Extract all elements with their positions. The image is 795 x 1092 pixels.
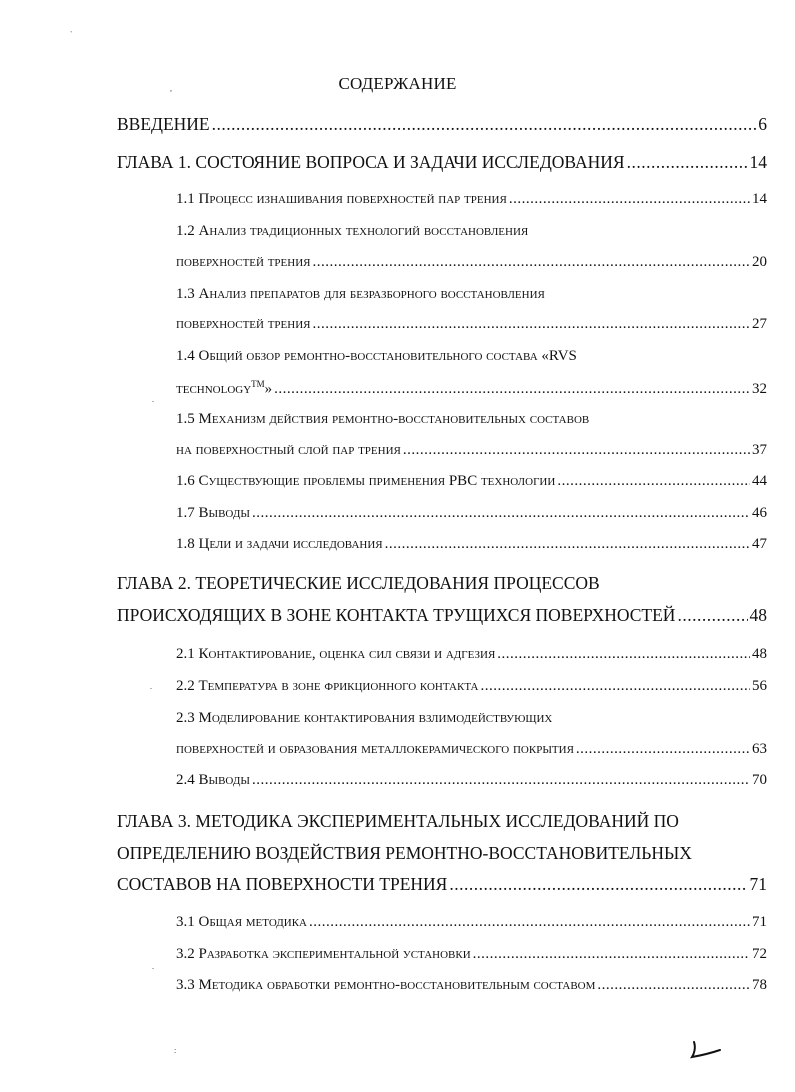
leader-dots bbox=[252, 772, 750, 789]
scan-speck: ` bbox=[70, 30, 73, 39]
toc-entry-1-3-line1: 1.3 Анализ препаратов для безразборного восстановления bbox=[176, 286, 545, 302]
scan-speck: , bbox=[170, 84, 172, 93]
toc-entry-text-main: technology bbox=[176, 381, 252, 397]
toc-entry-text: 2.1 Контактирование, оценка сил связи и адгезия bbox=[176, 646, 496, 662]
toc-entry-text: поверхностей трения bbox=[176, 254, 311, 270]
toc-entry-text: на поверхностный слой пар трения bbox=[176, 442, 401, 458]
leader-dots bbox=[497, 646, 750, 663]
toc-entry-text: ВВЕДЕНИЕ bbox=[117, 114, 210, 134]
toc-page-number: 48 bbox=[749, 605, 767, 625]
toc-page-number: 37 bbox=[752, 442, 767, 458]
toc-page-number: 63 bbox=[752, 741, 767, 757]
toc-entry-chapter-2 bbox=[117, 605, 767, 626]
toc-entry-chapter-1 bbox=[117, 152, 767, 173]
toc-entry-1-3 bbox=[176, 316, 767, 333]
toc-entry-2-2 bbox=[176, 678, 767, 695]
toc-page-number: 27 bbox=[752, 316, 767, 332]
toc-entry-text: СОСТАВОВ НА ПОВЕРХНОСТИ ТРЕНИЯ bbox=[117, 874, 448, 894]
leader-dots bbox=[313, 316, 751, 333]
leader-dots bbox=[557, 473, 750, 490]
toc-entry-text: ГЛАВА 1. СОСТОЯНИЕ ВОПРОСА И ЗАДАЧИ ИССЛЕДОВАНИЯ bbox=[117, 152, 625, 172]
toc-entry-1-5 bbox=[176, 442, 767, 459]
toc-entry-chapter-3-line1: ГЛАВА 3. МЕТОДИКА ЭКСПЕРИМЕНТАЛЬНЫХ ИССЛЕДОВАНИЙ ПО bbox=[117, 811, 679, 831]
toc-entry-intro bbox=[117, 114, 767, 135]
toc-entry-chapter-3 bbox=[117, 874, 767, 895]
toc-page-number: 78 bbox=[752, 977, 767, 993]
toc-entry-2-3-line1: 2.3 Моделирование контактирования взлимодействующих bbox=[176, 710, 553, 726]
toc-entry-1-4 bbox=[176, 379, 767, 398]
toc-entry-text: 3.3 Методика обработки ремонтно-восстановительным составом bbox=[176, 977, 596, 993]
scan-speck: : bbox=[174, 1046, 177, 1055]
leader-dots bbox=[597, 977, 750, 994]
toc-entry-1-6 bbox=[176, 473, 767, 490]
leader-dots bbox=[212, 114, 757, 135]
toc-entry-text: поверхностей и образования металлокерамического покрытия bbox=[176, 741, 574, 757]
leader-dots bbox=[576, 741, 750, 758]
toc-entry-1-2-line1: 1.2 Анализ традиционных технологий восстановления bbox=[176, 223, 529, 239]
toc-page-number: 20 bbox=[752, 254, 767, 270]
toc-entry-text: 3.1 Общая методика bbox=[176, 914, 307, 930]
toc-entry-text: 1.1 Процесс изнашивания поверхностей пар трения bbox=[176, 191, 507, 207]
toc-entry-1-7 bbox=[176, 505, 767, 522]
toc-entry-text bbox=[176, 379, 272, 398]
toc-entry-text: 3.2 Разработка экспериментальной установки bbox=[176, 946, 471, 962]
leader-dots bbox=[403, 442, 750, 459]
toc-entry-text-tail: » bbox=[264, 381, 273, 397]
leader-dots bbox=[309, 914, 750, 931]
leader-dots bbox=[677, 605, 747, 626]
leader-dots bbox=[627, 152, 748, 173]
toc-entry-1-8 bbox=[176, 536, 767, 553]
toc-page-number: 70 bbox=[752, 772, 767, 788]
toc-page-number: 48 bbox=[752, 646, 767, 662]
scan-speck: . bbox=[150, 682, 152, 691]
toc-entry-1-5-line1: 1.5 Механизм действия ремонтно-восстановительных составов bbox=[176, 411, 590, 427]
toc-page-number: 47 bbox=[752, 536, 767, 552]
signature-mark bbox=[688, 1038, 728, 1060]
page-title: СОДЕРЖАНИЕ bbox=[338, 74, 457, 93]
toc-entry-chapter-2-line1: ГЛАВА 2. ТЕОРЕТИЧЕСКИЕ ИССЛЕДОВАНИЯ ПРОЦЕССОВ bbox=[117, 573, 600, 593]
toc-page-number: 44 bbox=[752, 473, 767, 489]
toc-page-number: 72 bbox=[752, 946, 767, 962]
toc-entry-text: поверхностей трения bbox=[176, 316, 311, 332]
leader-dots bbox=[449, 874, 747, 895]
toc-entry-text: 1.6 Существующие проблемы применения РВС технологии bbox=[176, 473, 556, 489]
leader-dots bbox=[473, 946, 750, 963]
toc-page-number: 14 bbox=[752, 191, 767, 207]
toc-page-number: 6 bbox=[758, 114, 767, 134]
leader-dots bbox=[385, 536, 750, 553]
toc-page-number: 56 bbox=[752, 678, 767, 694]
toc-entry-2-1 bbox=[176, 646, 767, 663]
toc-entry-2-3 bbox=[176, 741, 767, 758]
toc-entry-text: 1.7 Выводы bbox=[176, 505, 250, 521]
leader-dots bbox=[252, 505, 750, 522]
toc-page-number: 71 bbox=[749, 874, 767, 894]
scan-speck: . bbox=[152, 962, 154, 971]
toc-entry-text: 1.8 Цели и задачи исследования bbox=[176, 536, 383, 552]
toc-entry-2-4 bbox=[176, 772, 767, 789]
toc-page-number: 14 bbox=[749, 152, 767, 172]
trademark-sup: TM bbox=[251, 379, 265, 389]
toc-entry-3-1 bbox=[176, 914, 767, 931]
scan-speck: . bbox=[152, 395, 154, 404]
leader-dots bbox=[480, 678, 750, 695]
toc-entry-text: ПРОИСХОДЯЩИХ В ЗОНЕ КОНТАКТА ТРУЩИХСЯ ПОВЕРХНОСТЕЙ bbox=[117, 605, 676, 625]
toc-page-number: 46 bbox=[752, 505, 767, 521]
toc-page-number: 71 bbox=[752, 914, 767, 930]
toc-entry-text: 2.4 Выводы bbox=[176, 772, 250, 788]
toc-entry-3-3 bbox=[176, 977, 767, 994]
toc-entry-3-2 bbox=[176, 946, 767, 963]
toc-entry-1-1 bbox=[176, 191, 767, 208]
toc-page-number: 32 bbox=[752, 381, 767, 397]
toc-entry-1-2 bbox=[176, 254, 767, 271]
leader-dots bbox=[313, 254, 751, 271]
toc-entry-text: 2.2 Температура в зоне фрикционного контакта bbox=[176, 678, 479, 694]
toc-entry-1-4-line1: 1.4 Общий обзор ремонтно-восстановительного состава «RVS bbox=[176, 348, 577, 364]
toc-entry-chapter-3-line2: ОПРЕДЕЛЕНИЮ ВОЗДЕЙСТВИЯ РЕМОНТНО-ВОССТАНОВИТЕЛЬНЫХ bbox=[117, 843, 692, 863]
leader-dots bbox=[274, 381, 750, 398]
leader-dots bbox=[509, 191, 750, 208]
